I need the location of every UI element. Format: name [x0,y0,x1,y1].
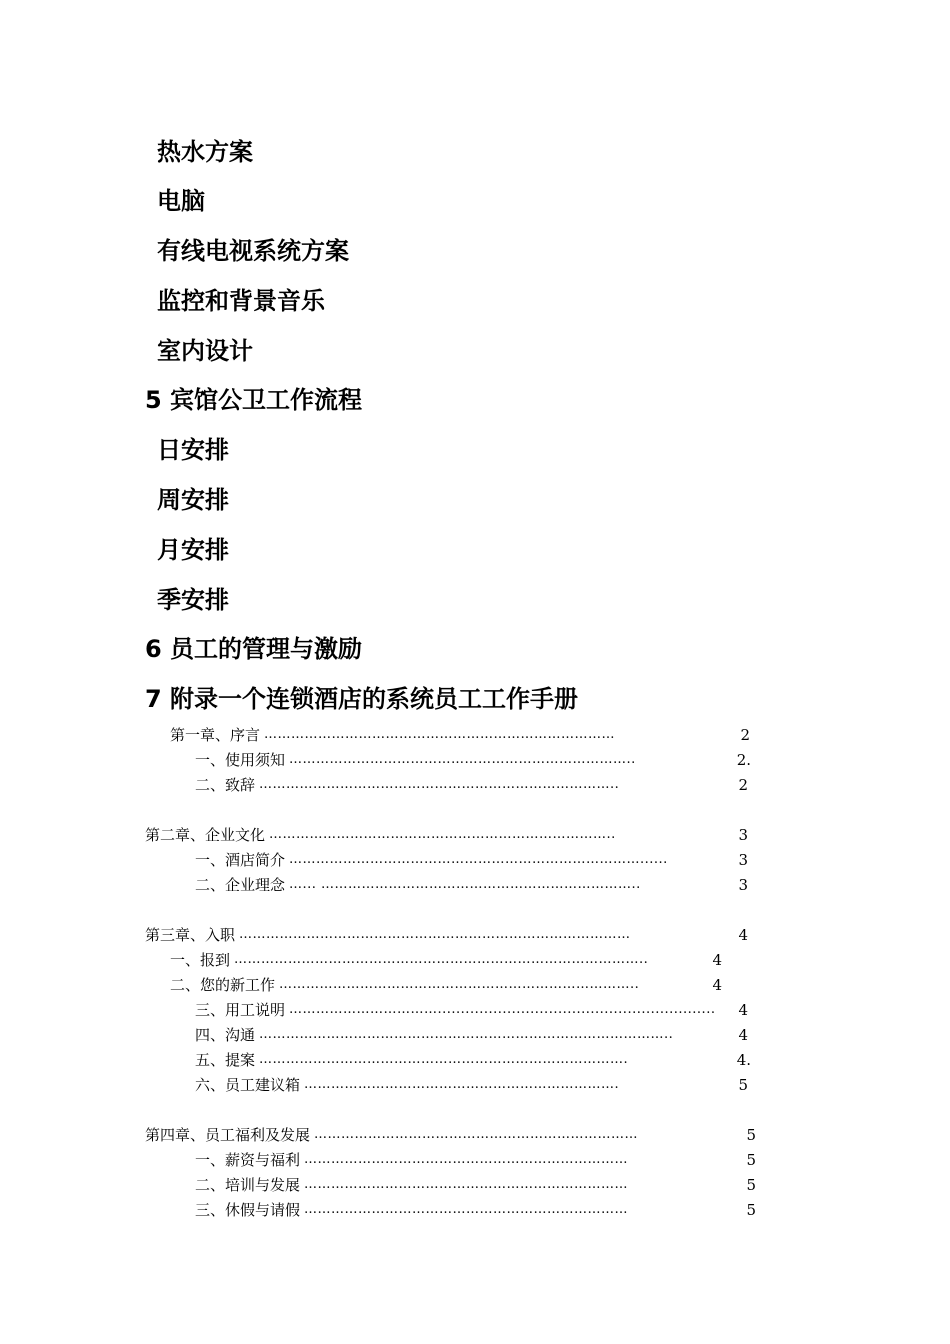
toc-page-number: 3 [738,826,748,844]
toc-label: 二、致辞 [195,776,256,794]
toc-page-number: 4 [738,1026,748,1044]
toc-line [170,725,750,745]
toc-label: 一、薪资与福利 [195,1151,301,1169]
heading-monitoring-music: 监控和背景音乐 [157,287,325,315]
toc-page-number: 5 [746,1126,756,1144]
toc-page-number: 2 [738,776,748,794]
heading-weekly: 周安排 [157,486,229,514]
toc-label: 二、企业理念 [195,876,286,894]
toc-line [195,875,748,895]
toc-label: 第四章、员工福利及发展 [145,1126,311,1144]
toc-line [195,1175,756,1195]
toc-leader: ……………………………………………………………………………….. [259,1027,674,1042]
toc-line [145,1125,756,1145]
toc-label: 三、用工说明 [195,1001,286,1019]
toc-line [195,1075,748,1095]
heading-computer: 电脑 [157,187,205,215]
toc-page-number: 5 [746,1151,756,1169]
toc-leader: …………………………………………………………………….. [279,977,640,992]
toc-line [195,1150,756,1170]
heading-monthly: 月安排 [157,536,229,564]
toc-line [170,975,722,995]
toc-leader: ……………………………………………………………… [304,1152,629,1167]
toc-leader: ……………………………............................................................ [289,1002,716,1017]
toc-leader: ……………………………………………………………. [304,1077,620,1092]
toc-page-number: 5 [738,1076,748,1094]
toc-leader: …... …………………………………………………………….. [289,877,641,892]
heading-interior-design: 室内设计 [157,337,253,365]
toc-page-number: 3 [738,851,748,869]
toc-page-number: 4. [736,1051,751,1069]
toc-leader: …………………………………………………………………….. [259,777,620,792]
toc-label: 第二章、企业文化 [145,826,266,844]
toc-page-number: 4 [712,976,722,994]
toc-line [145,925,748,945]
toc-page-number: 2. [736,751,751,769]
toc-label: 四、沟通 [195,1026,256,1044]
toc-leader: …………………………………………………………………………… [239,927,631,942]
toc-label: 第一章、序言 [170,726,261,744]
toc-leader: ……………………………………………………………… [314,1127,639,1142]
toc-leader: …………………………………………………………………… [264,727,616,742]
toc-page-number: 5 [746,1176,756,1194]
toc-line [145,825,748,845]
heading-hot-water: 热水方案 [157,138,253,166]
toc-line [195,775,748,795]
heading-section-7: 7 附录一个连锁酒店的系统员工工作手册 [145,685,579,713]
toc-leader: ………………………………………………………………………. [259,1052,629,1067]
toc-leader: ……………………………………………………………… [304,1177,629,1192]
toc-label: 六、员工建议箱 [195,1076,301,1094]
toc-page-number: 4 [738,926,748,944]
toc-page-number: 4 [738,1001,748,1019]
toc-label: 五、提案 [195,1051,256,1069]
toc-leader: ………………………………………………………………….. [269,827,616,842]
toc-label: 一、报到 [170,951,231,969]
toc-label: 第三章、入职 [145,926,236,944]
toc-leader: ……………………………………………………………………...... [289,852,668,867]
toc-label: 二、您的新工作 [170,976,276,994]
toc-line [195,1200,756,1220]
heading-quarterly: 季安排 [157,586,229,614]
toc-label: 一、使用须知 [195,751,286,769]
toc-label: 三、休假与请假 [195,1201,301,1219]
toc-line [170,950,722,970]
toc-page-number: 4 [712,951,722,969]
toc-page-number: 2 [740,726,750,744]
heading-section-6: 6 员工的管理与激励 [145,635,363,663]
toc-leader: ……………………………………………………………………………….. [234,952,649,967]
toc-leader: ……………………………………………………………… [304,1202,629,1217]
toc-leader: ………………………………………………………………….. [289,752,636,767]
toc-label: 一、酒店简介 [195,851,286,869]
toc-line [195,750,751,770]
toc-page-number: 3 [738,876,748,894]
toc-label: 二、培训与发展 [195,1176,301,1194]
toc-line [195,1025,748,1045]
heading-daily: 日安排 [157,436,229,464]
toc-page-number: 5 [746,1201,756,1219]
toc-line [195,850,748,870]
heading-section-5: 5 宾馆公卫工作流程 [145,386,363,414]
toc-line [195,1050,751,1070]
heading-cable-tv: 有线电视系统方案 [157,237,349,265]
toc-line [195,1000,748,1020]
